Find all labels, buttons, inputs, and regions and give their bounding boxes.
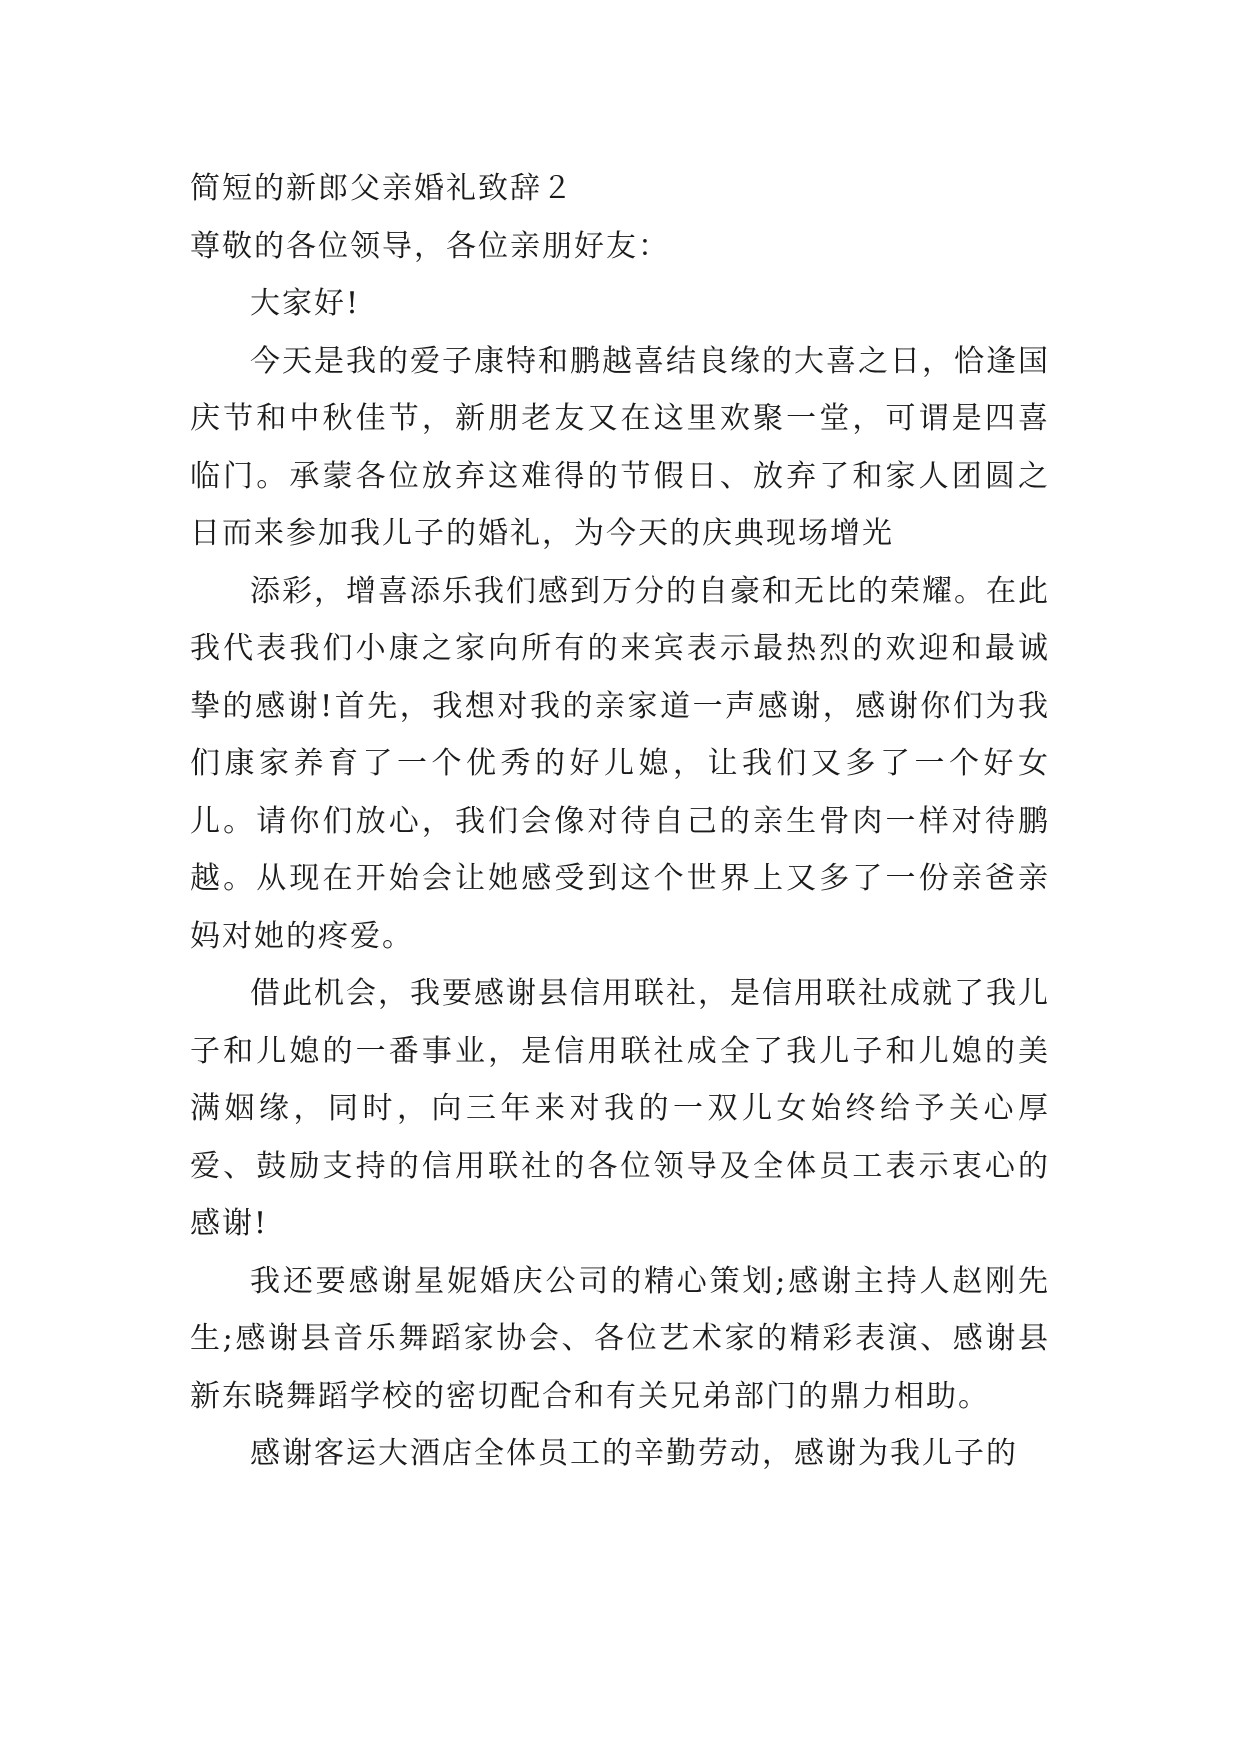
document-body: [190, 160, 1050, 1483]
paragraph-hotel-thanks: 感谢客运大酒店全体员工的辛勤劳动，感谢为我儿子的: [250, 1436, 1018, 1471]
paragraph-welcome-thanks: 添彩，增喜添乐我们感到万分的自豪和无比的荣耀。在此我代表我们小康之家向所有的来宾表示最热烈的欢迎和最诚挚的感谢!首先，我想对我的亲家道一声感谢，感谢你们为我们康家养育了一个优秀的好儿媳，让我们又多了一个好女儿。请你们放心，我们会像对待自己的亲生骨肉一样对待鹏越。从现在开始会让她感受到这个世界上又多了一份亲爸亲妈对她的疼爱。: [190, 573, 1050, 954]
paragraph-credit-union-thanks: 借此机会，我要感谢县信用联社，是信用联社成就了我儿子和儿媳的一番事业，是信用联社成全了我儿子和儿媳的美满姻缘，同时，向三年来对我的一双儿女始终给予关心厚爱、鼓励支持的信用联社的各位领导及全体员工表示衷心的感谢!: [190, 976, 1050, 1241]
paragraph-opening: 今天是我的爱子康特和鹏越喜结良缘的大喜之日，恰逢国庆节和中秋佳节，新朋老友又在这里欢聚一堂，可谓是四喜临门。承蒙各位放弃这难得的节假日、放弃了和家人团圆之日而来参加我儿子的婚礼，为今天的庆典现场增光: [190, 343, 1050, 551]
paragraph-greeting: 大家好!: [250, 286, 361, 321]
salutation: 尊敬的各位领导，各位亲朋好友：: [190, 228, 670, 264]
document-title: 简短的新郎父亲婚礼致辞２: [190, 171, 574, 206]
paragraph-organizers-thanks: 我还要感谢星妮婚庆公司的精心策划;感谢主持人赵刚先生;感谢县音乐舞蹈家协会、各位艺术家的精彩表演、感谢县新东晓舞蹈学校的密切配合和有关兄弟部门的鼎力相助。: [190, 1263, 1050, 1414]
